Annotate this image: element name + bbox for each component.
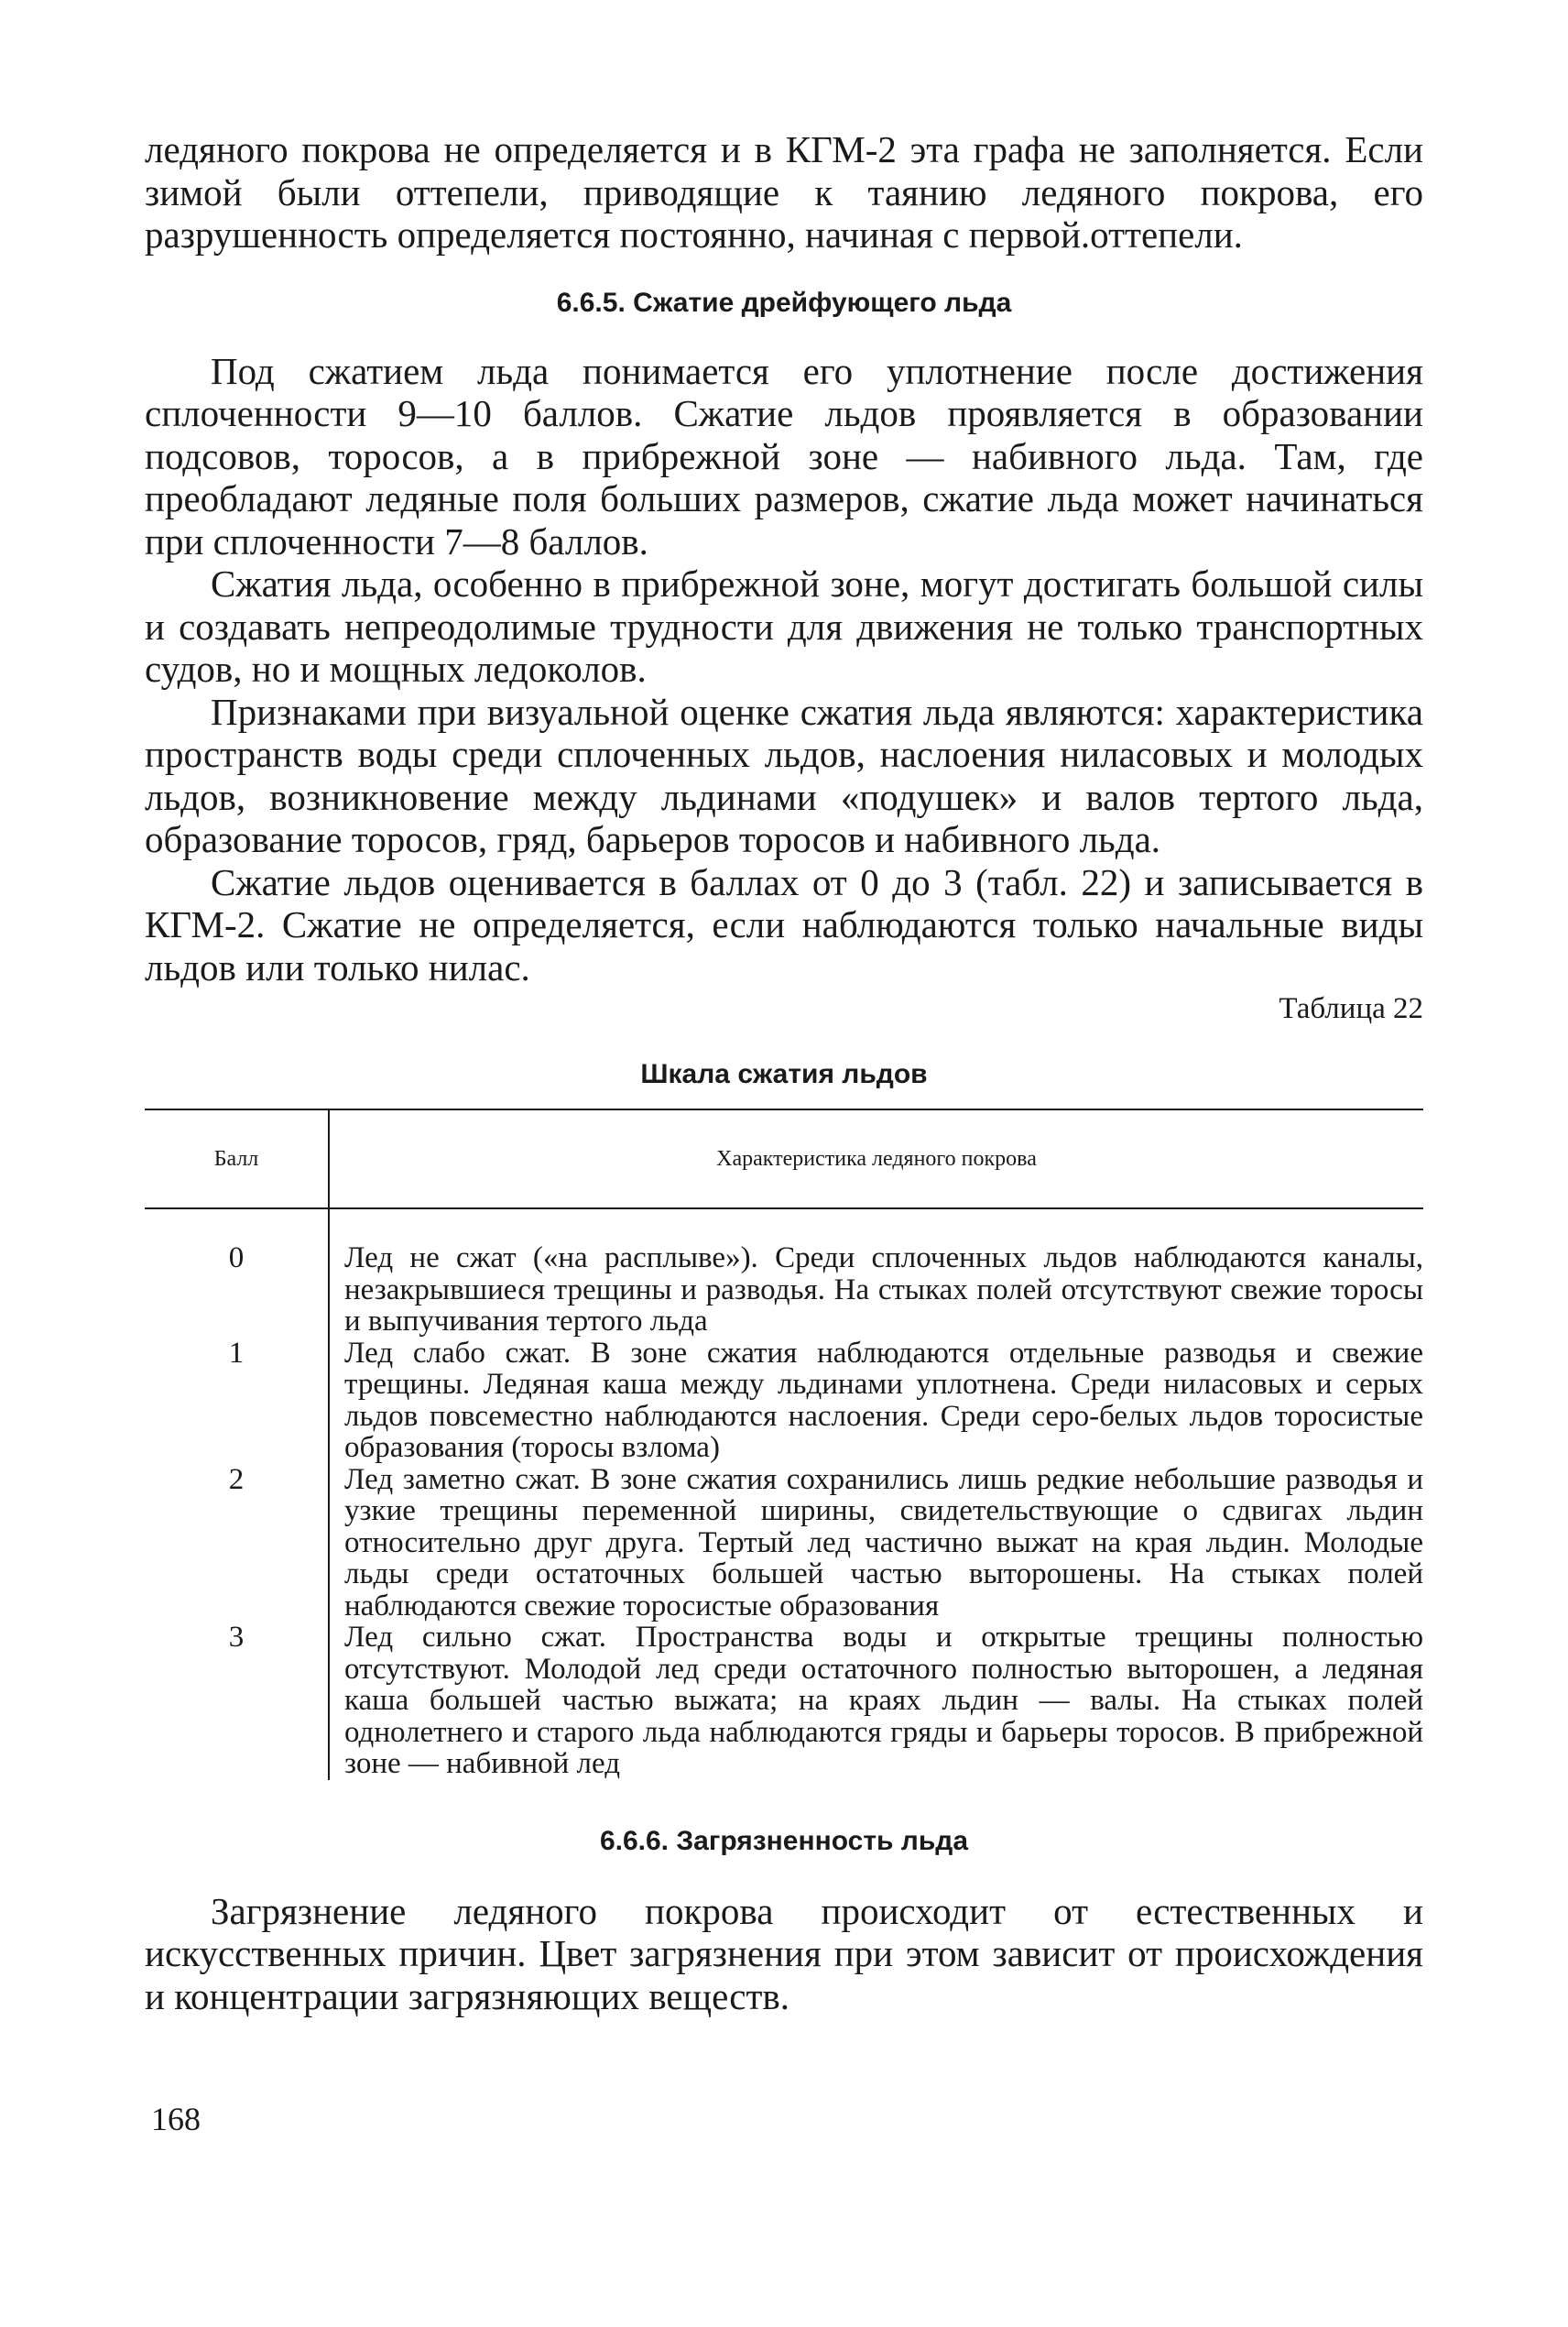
score-cell: 0 xyxy=(145,1208,329,1338)
compression-scale-table xyxy=(145,1109,1423,1780)
description-cell: Лед заметно сжат. В зоне сжатия сохранились лишь редкие небольшие разводья и узкие трещины переменной ширины, свидетельствующие о сдвигах льдин относительно друг друга. Тертый лед частично выжат на края льдин. Молодые льды среди остаточных большей частью выторошены. На стыках полей наблюдаются свежие торосистые образования xyxy=(344,1462,1423,1622)
description-cell: Лед сильно сжат. Пространства воды и открытые трещины полностью отсутствуют. Молодой лед среди остаточного полностью выторошен, а ледяная каша большей частью выжата; на краях льдин — валы. На стыках полей однолетнего и старого льда наблюдаются гряды и барьеры торосов. В прибрежной зоне — набивной лед xyxy=(344,1621,1423,1780)
table-header-row xyxy=(145,1109,1423,1208)
description-cell: Лед слабо сжат. В зоне сжатия наблюдаются отдельные разводья и свежие трещины. Ледяная каша между льдинами уплотнена. Среди ниласовых и серых льдов повсеместно наблюдаются наслоения. Среди серо-белых льдов торосистые образования (торосы взлома) xyxy=(344,1336,1423,1464)
section-heading-665: 6.6.5. Сжатие дрейфующего льда xyxy=(556,287,1012,318)
table-row xyxy=(145,1208,1423,1338)
paragraph-compression-definition: Под сжатием льда понимается его уплотнение после достижения сплоченности 9—10 баллов. Сжатие льдов проявляется в образовании подсовов, торосов, а в прибрежной зоне — набивного льда. Там, где преобладают ледяные поля больших размеров, сжатие льда может начинаться при сплоченности 7—8 баллов. xyxy=(145,349,1423,563)
score-cell: 3 xyxy=(145,1622,329,1780)
paragraph-compression-strength: Сжатия льда, особенно в прибрежной зоне, могут достигать большой силы и создавать непреодолимые трудности для движения не только транспортных судов, но и мощных ледоколов. xyxy=(145,563,1423,690)
paragraph-pollution: Загрязнение ледяного покрова происходит от естественных и искусственных причин. Цвет загрязнения при этом зависит от происхождения и концентрации загрязняющих веществ. xyxy=(145,1889,1423,2017)
score-cell: 1 xyxy=(145,1338,329,1464)
table-row xyxy=(145,1338,1423,1464)
column-header-description: Характеристика ледяного покрова xyxy=(329,1109,1423,1208)
table-title: Шкала сжатия льдов xyxy=(640,1059,928,1089)
table-row xyxy=(145,1622,1423,1780)
column-header-score: Балл xyxy=(145,1109,329,1208)
table-row xyxy=(145,1464,1423,1622)
page-content xyxy=(145,128,1423,2017)
table-label: Таблица 22 xyxy=(1279,992,1423,1025)
description-cell: Лед не сжат («на расплыве»). Среди сплоченных льдов наблюдаются каналы, незакрывшиеся трещины и разводья. На стыках полей отсутствуют свежие торосы и выпучивания тертого льда xyxy=(344,1241,1423,1338)
paragraph-visual-signs: Признаками при визуальной оценке сжатия льда являются: характеристика пространств воды среди сплоченных льдов, наслоения ниласовых и молодых льдов, возникновение между льдинами «подушек» и валов тертого льда, образование торосов, гряд, барьеров торосов и набивного льда. xyxy=(145,690,1423,860)
intro-paragraph: ледяного покрова не определяется и в КГМ-2 эта графа не заполняется. Если зимой были оттепели, приводящие к таянию ледяного покрова, его разрушенность определяется постоянно, начиная с первой.оттепели. xyxy=(145,128,1423,256)
score-cell: 2 xyxy=(145,1464,329,1622)
page-number: 168 xyxy=(151,2101,201,2137)
section-heading-666: 6.6.6. Загрязненность льда xyxy=(599,1825,969,1856)
paragraph-scoring: Сжатие льдов оценивается в баллах от 0 до 3 (табл. 22) и записывается в КГМ-2. Сжатие не определяется, если наблюдаются только начальные виды льдов или только нилас. xyxy=(145,860,1423,989)
